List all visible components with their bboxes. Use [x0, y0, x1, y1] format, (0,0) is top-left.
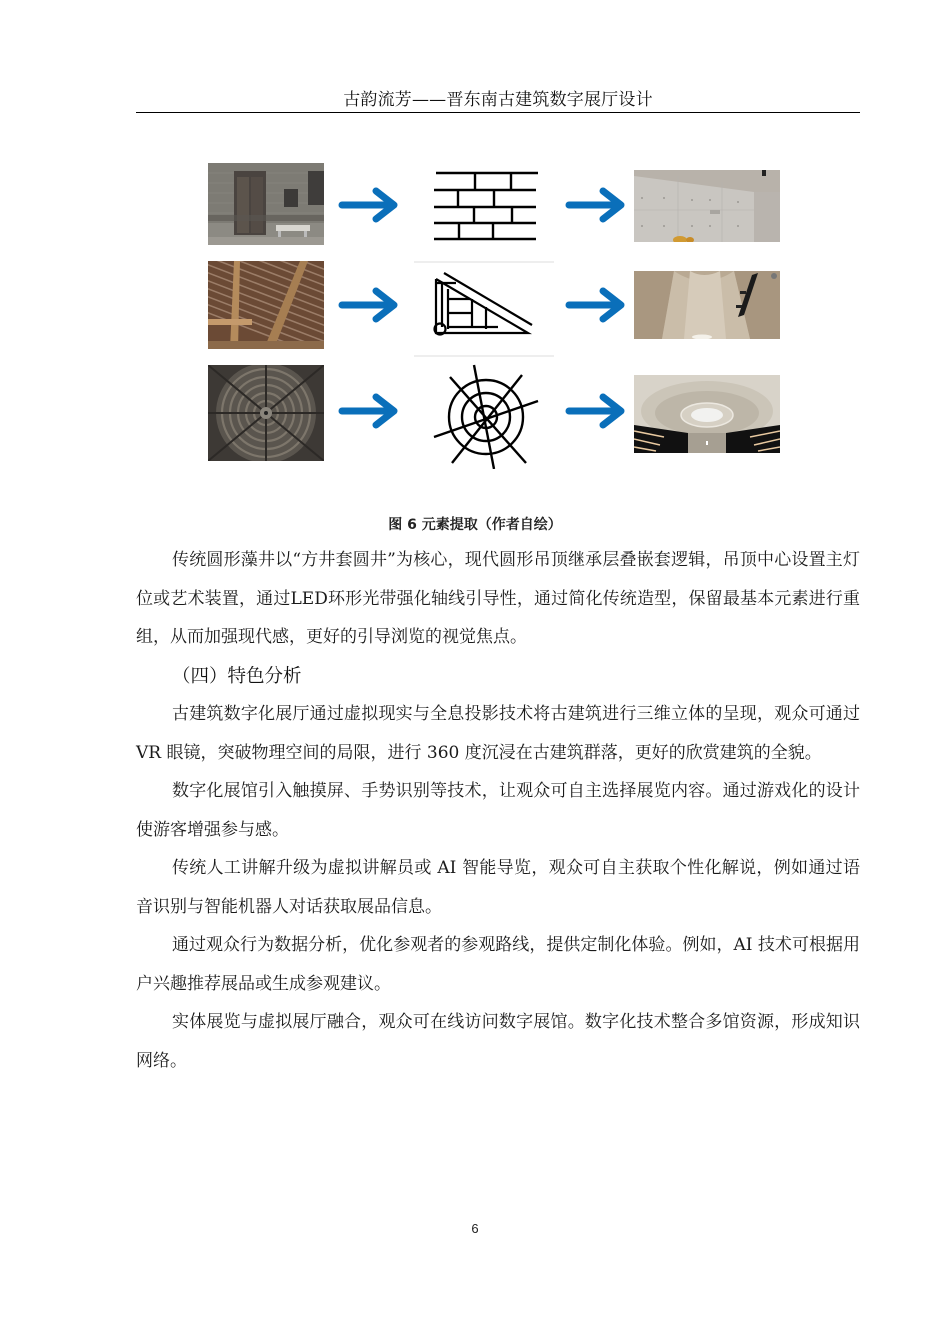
- intro-text-block: [136, 541, 860, 657]
- modern-circular-ceiling-photo: [634, 375, 780, 453]
- figure-element-extraction: [200, 155, 800, 475]
- circular-caisson-ceiling-photo: [208, 365, 324, 461]
- triangular-truss-sketch: [432, 271, 544, 343]
- traditional-brick-wall-photo: [208, 163, 324, 245]
- figure-row-caisson: [200, 361, 800, 461]
- header-divider: [136, 112, 860, 113]
- paragraph: 古建筑数字化展厅通过虚拟现实与全息投影技术将古建筑进行三维立体的呈现，观众可通过 VR 眼镜，突破物理空间的局限，进行 360 度沉浸在古建筑群落，更好的欣赏建筑的全貌。: [136, 704, 860, 763]
- paragraph: 实体展览与虚拟展厅融合，观众可在线访问数字展馆。数字化技术整合多馆资源，形成知识网络。: [136, 1012, 860, 1071]
- modern-concrete-wall-photo: [634, 170, 780, 242]
- brick-pattern-sketch: [432, 169, 540, 245]
- arrow-right-icon: [565, 391, 627, 431]
- running-header: 古韵流芳——晋东南古建筑数字展厅设计: [343, 90, 653, 110]
- sketch-frame-divider: [414, 261, 554, 263]
- arrow-right-icon: [338, 391, 400, 431]
- wooden-roof-beams-photo: [208, 261, 324, 349]
- section-body: [136, 695, 860, 1080]
- arrow-right-icon: [338, 285, 400, 325]
- figure-caption: 图 6 元素提取（作者自绘）: [388, 517, 562, 533]
- figure-row-roof: [200, 257, 800, 357]
- paragraph: 数字化展馆引入触摸屏、手势识别等技术，让观众可自主选择展览内容。通过游戏化的设计使游客增强参与感。: [136, 781, 860, 840]
- paragraph: 传统圆形藻井以“方井套圆井”为核心，现代圆形吊顶继承层叠嵌套逻辑，吊顶中心设置主灯位或艺术装置，通过LED环形光带强化轴线引导性，通过简化传统造型，保留最基本元素进行重组，从而加强现代感，更好的引导浏览的视觉焦点。: [136, 550, 860, 647]
- modern-vaulted-ceiling-photo: [634, 271, 780, 339]
- arrow-right-icon: [565, 285, 627, 325]
- section-heading: （四）特色分析: [172, 666, 302, 687]
- paragraph: 通过观众行为数据分析，优化参观者的参观路线，提供定制化体验。例如，AI 技术可根据用户兴趣推荐展品或生成参观建议。: [136, 935, 860, 994]
- arrow-right-icon: [338, 185, 400, 225]
- arrow-right-icon: [565, 185, 627, 225]
- paragraph: 传统人工讲解升级为虚拟讲解员或 AI 智能导览，观众可自主获取个性化解说，例如通过语音识别与智能机器人对话获取展品信息。: [136, 858, 860, 917]
- radial-web-sketch: [432, 363, 542, 469]
- page-number: 6: [471, 1221, 479, 1236]
- figure-row-wall: [200, 155, 800, 255]
- sketch-frame-divider: [414, 355, 554, 357]
